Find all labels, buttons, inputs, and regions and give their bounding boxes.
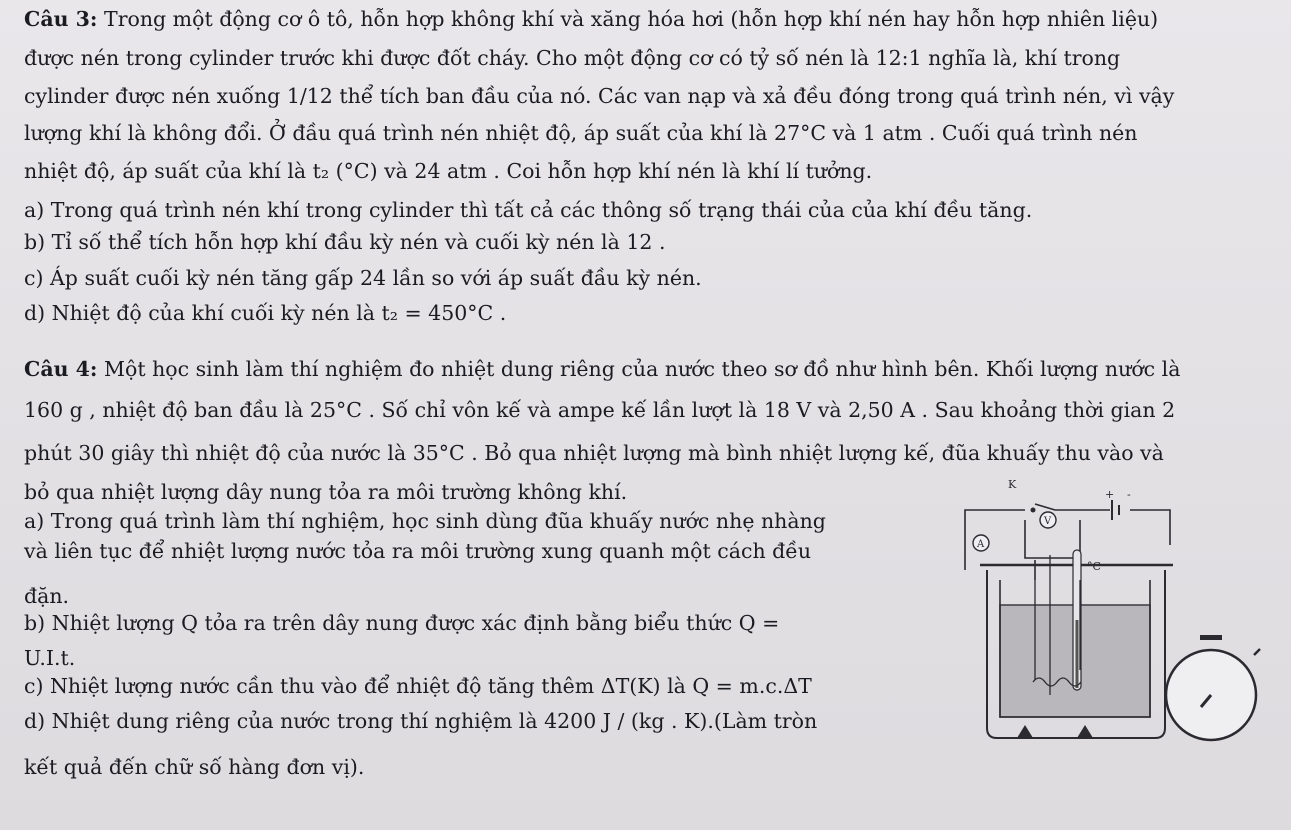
q3-label: Câu 3: [24,7,98,31]
base-foot-right [1077,725,1093,738]
battery [1112,500,1119,520]
q4-line-2: 160 g , nhiệt độ ban đầu là 25°C . Số chỉ vôn kế và ampe kế lần lượt là 18 V và 2,50 A . Sau khoảng thời gian 2 [24,398,1176,422]
battery-plus: + [1105,488,1115,501]
q3-option-d: d) Nhiệt độ của khí cuối kỳ nén là t₂ = 450°C . [24,301,507,325]
q4-option-b-line-1: b) Nhiệt lượng Q tỏa ra trên dây nung được xác định bằng biểu thức Q = [24,611,780,635]
q3-line-1 [24,6,1158,32]
q4-option-a-line-2: và liên tục để nhiệt lượng nước tỏa ra môi trường xung quanh một cách đều [24,539,812,563]
q4-line-1 [24,356,1180,382]
circuit-wires [965,504,1170,580]
ammeter-label: A [977,539,985,550]
thermometer-label: °C [1087,560,1101,573]
q3-line-3: cylinder được nén xuống 1/12 thể tích ban đầu của nó. Các van nạp và xả đều đóng trong quá trình nén, vì vậy [24,84,1175,108]
q4-option-b-line-2: U.I.t. [24,646,76,670]
q3-line-5: nhiệt độ, áp suất của khí là t₂ (°C) và 24 atm . Coi hỗn hợp khí nén là khí lí tưởng. [24,159,873,183]
q4-option-c: c) Nhiệt lượng nước cần thu vào để nhiệt độ tăng thêm ΔT(K) là Q = m.c.ΔT [24,674,812,698]
q3-line-2: được nén trong cylinder trước khi được đốt cháy. Cho một động cơ có tỷ số nén là 12:1 nghĩa là, khí trong [24,46,1121,70]
q4-line-4: bỏ qua nhiệt lượng dây nung tỏa ra môi trường không khí. [24,480,628,504]
q4-label: Câu 4: [24,357,98,381]
switch-label: K [1008,478,1017,491]
q3-option-c: c) Áp suất cuối kỳ nén tăng gấp 24 lần so với áp suất đầu kỳ nén. [24,266,702,290]
q4-option-d-line-1: d) Nhiệt dung riêng của nước trong thí nghiệm là 4200 J / (kg . K).(Làm tròn [24,709,818,733]
thermometer-column [1076,620,1079,688]
q3-line-4: lượng khí là không đổi. Ở đầu quá trình nén nhiệt độ, áp suất của khí là 27°C và 1 atm . Cuối quá trình nén [24,121,1138,145]
base-foot-left [1017,725,1033,738]
q4-text-1: Một học sinh làm thí nghiệm đo nhiệt dung riêng của nước theo sơ đồ như hình bên. Khối lượng nước là [104,357,1181,381]
q3-option-b: b) Tỉ số thể tích hỗn hợp khí đầu kỳ nén và cuối kỳ nén là 12 . [24,230,666,254]
q3-text-1: Trong một động cơ ô tô, hỗn hợp không khí và xăng hóa hơi (hỗn hợp khí nén hay hỗn hợp nhiên liệu) [104,7,1159,31]
switch-contact [1031,508,1036,513]
battery-minus: - [1127,488,1131,501]
stopwatch-icon [1166,635,1260,740]
calorimeter-diagram [905,470,1285,770]
voltmeter-label: V [1044,516,1052,527]
q4-option-d-line-2: kết quả đến chữ số hàng đơn vị). [24,755,365,779]
q4-option-a-line-3: đặn. [24,584,70,608]
wire-right [1130,510,1170,545]
q4-option-a-line-1: a) Trong quá trình làm thí nghiệm, học sinh dùng đũa khuấy nước nhẹ nhàng [24,509,826,533]
q3-option-a: a) Trong quá trình nén khí trong cylinder thì tất cả các thông số trạng thái của của khí đều tăng. [24,198,1033,222]
switch-blade [1035,504,1090,510]
q4-line-3: phút 30 giây thì nhiệt độ của nước là 35°C . Bỏ qua nhiệt lượng mà bình nhiệt lượng kế, đũa khuấy thu vào và [24,441,1164,465]
